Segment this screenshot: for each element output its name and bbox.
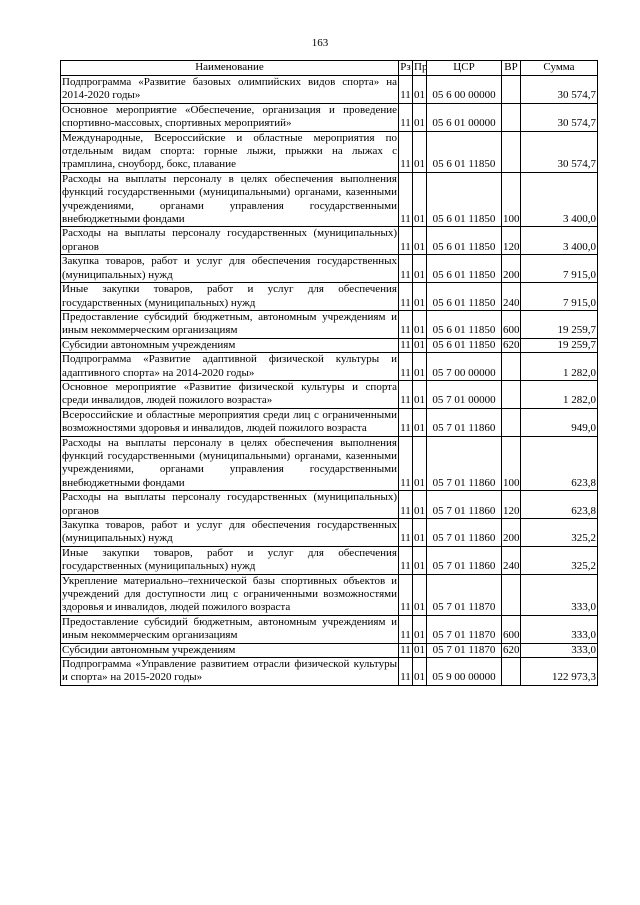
cell-vr: 100 xyxy=(502,436,521,491)
cell-sum: 1 282,0 xyxy=(521,380,598,408)
cell-name: Закупка товаров, работ и услуг для обеспечения государственных (муниципальных) нужд xyxy=(62,519,397,545)
cell-rz: 11 xyxy=(399,658,413,686)
table-row xyxy=(61,658,598,686)
cell-pr: 01 xyxy=(413,353,427,381)
table-row xyxy=(61,255,598,283)
cell-name: Иные закупки товаров, работ и услуг для обеспечения государственных (муниципальных) нужд xyxy=(62,283,397,309)
table-row xyxy=(61,408,598,436)
table-row xyxy=(61,615,598,643)
cell-pr: 01 xyxy=(413,658,427,686)
cell-pr: 01 xyxy=(413,103,427,131)
cell-pr: 01 xyxy=(413,227,427,255)
cell-pr: 01 xyxy=(413,408,427,436)
cell-name: Расходы на выплаты персоналу государственных (муниципальных) органов xyxy=(62,491,397,517)
cell-rz: 11 xyxy=(399,546,413,574)
cell-rz: 11 xyxy=(399,408,413,436)
cell-csr: 05 9 00 00000 xyxy=(427,658,502,686)
cell-pr: 01 xyxy=(413,491,427,519)
cell-rz: 11 xyxy=(399,615,413,643)
cell-csr: 05 6 01 11850 xyxy=(427,310,502,338)
cell-vr xyxy=(502,131,521,172)
cell-rz: 11 xyxy=(399,172,413,227)
cell-csr: 05 7 00 00000 xyxy=(427,353,502,381)
cell-name: Подпрограмма «Управление развитием отрасли физической культуры и спорта» на 2015-2020 годы» xyxy=(62,658,397,684)
table-row xyxy=(61,519,598,547)
cell-csr: 05 7 01 11870 xyxy=(427,574,502,615)
cell-vr: 100 xyxy=(502,172,521,227)
cell-pr: 01 xyxy=(413,76,427,104)
cell-sum: 623,8 xyxy=(521,436,598,491)
cell-sum: 325,2 xyxy=(521,519,598,547)
cell-csr: 05 6 01 11850 xyxy=(427,283,502,311)
cell-name: Международные, Всероссийские и областные мероприятия по отдельным видам спорта: горные лыжи, прыжки на лыжах с трамплина, сноуборд, бокс, плавание xyxy=(62,131,397,171)
cell-csr: 05 7 01 11870 xyxy=(427,643,502,657)
table-row xyxy=(61,643,598,657)
table-row xyxy=(61,131,598,172)
cell-rz: 11 xyxy=(400,643,411,656)
table-row xyxy=(61,283,598,311)
cell-vr: 240 xyxy=(502,283,521,311)
cell-rz: 11 xyxy=(400,338,411,351)
cell-vr: 200 xyxy=(502,255,521,283)
table-row xyxy=(61,353,598,381)
cell-name: Расходы на выплаты персоналу в целях обеспечения выполнения функций государственными (муниципальными) органами, казенными учреждениями, органами управления государственными внебюджетными фондами xyxy=(62,436,397,489)
cell-sum: 949,0 xyxy=(521,408,598,436)
cell-name: Иные закупки товаров, работ и услуг для обеспечения государственных (муниципальных) нужд xyxy=(62,546,397,573)
cell-sum: 333,0 xyxy=(521,615,598,643)
table-body xyxy=(61,76,598,686)
cell-csr: 05 6 01 11850 xyxy=(427,338,502,352)
cell-rz: 11 xyxy=(399,131,413,172)
header-vr: ВР xyxy=(502,61,521,76)
cell-name: Закупка товаров, работ и услуг для обеспечения государственных (муниципальных) нужд xyxy=(62,255,397,281)
cell-name: Подпрограмма «Развитие базовых олимпийских видов спорта» на 2014-2020 годы» xyxy=(62,76,397,102)
cell-sum: 3 400,0 xyxy=(521,227,598,255)
header-csr: ЦСР xyxy=(427,61,502,76)
cell-csr: 05 6 00 00000 xyxy=(427,76,502,104)
cell-sum: 30 574,7 xyxy=(521,103,598,131)
header-pr: Пр xyxy=(413,61,427,76)
cell-pr: 01 xyxy=(414,643,425,656)
cell-vr xyxy=(502,380,521,408)
cell-sum: 333,0 xyxy=(521,574,598,615)
cell-sum: 1 282,0 xyxy=(521,353,598,381)
cell-rz: 11 xyxy=(399,283,413,311)
cell-name: Субсидии автономным учреждениям xyxy=(61,338,399,352)
cell-rz: 11 xyxy=(399,76,413,104)
cell-rz: 11 xyxy=(399,353,413,381)
cell-sum: 122 973,3 xyxy=(521,658,598,686)
cell-vr: 600 xyxy=(502,615,521,643)
header-name: Наименование xyxy=(61,61,399,76)
table-row xyxy=(61,172,598,227)
cell-vr: 600 xyxy=(502,310,521,338)
table-row xyxy=(61,491,598,519)
cell-name: Предоставление субсидий бюджетным, автономным учреждениям и иным некоммерческим организациям xyxy=(62,615,397,642)
cell-rz: 11 xyxy=(399,380,413,408)
cell-csr: 05 7 01 11860 xyxy=(427,408,502,436)
table-row xyxy=(61,380,598,408)
cell-csr: 05 7 01 11870 xyxy=(427,615,502,643)
cell-vr xyxy=(502,408,521,436)
cell-csr: 05 6 01 00000 xyxy=(427,103,502,131)
header-row xyxy=(61,61,598,76)
cell-name: Предоставление субсидий бюджетным, автономным учреждениям и иным некоммерческим организациям xyxy=(62,310,397,337)
cell-csr: 05 7 01 11860 xyxy=(427,491,502,519)
cell-csr: 05 6 01 11850 xyxy=(427,255,502,283)
cell-vr xyxy=(502,658,521,686)
cell-vr xyxy=(502,76,521,104)
table-row xyxy=(61,338,598,352)
cell-sum: 333,0 xyxy=(521,643,598,657)
cell-pr: 01 xyxy=(413,546,427,574)
cell-csr: 05 6 01 11850 xyxy=(427,227,502,255)
cell-rz: 11 xyxy=(399,519,413,547)
cell-name: Расходы на выплаты персоналу в целях обеспечения выполнения функций государственными (муниципальными) органами, казенными учреждениями, органами управления государственными внебюджетными фондами xyxy=(62,172,397,226)
cell-vr: 120 xyxy=(502,227,521,255)
cell-rz: 11 xyxy=(399,103,413,131)
cell-vr: 240 xyxy=(502,546,521,574)
budget-table xyxy=(60,60,598,686)
cell-sum: 30 574,7 xyxy=(521,76,598,104)
cell-pr: 01 xyxy=(413,615,427,643)
header-sum: Сумма xyxy=(521,61,598,76)
cell-pr: 01 xyxy=(413,255,427,283)
cell-rz: 11 xyxy=(399,436,413,491)
table-header xyxy=(61,61,598,76)
cell-vr: 620 xyxy=(503,643,520,656)
cell-rz: 11 xyxy=(399,310,413,338)
cell-pr: 01 xyxy=(413,283,427,311)
table-row xyxy=(61,546,598,574)
cell-csr: 05 7 01 11860 xyxy=(427,519,502,547)
cell-sum: 7 915,0 xyxy=(521,283,598,311)
cell-vr xyxy=(502,574,521,615)
cell-sum: 7 915,0 xyxy=(521,255,598,283)
cell-name: Подпрограмма «Развитие адаптивной физической культуры и адаптивного спорта» на 2014-2020 годы» xyxy=(62,353,397,379)
table-row xyxy=(61,310,598,338)
cell-sum: 19 259,7 xyxy=(521,338,598,352)
cell-rz: 11 xyxy=(399,574,413,615)
table-row xyxy=(61,436,598,491)
cell-pr: 01 xyxy=(413,436,427,491)
cell-sum: 19 259,7 xyxy=(521,310,598,338)
cell-pr: 01 xyxy=(413,172,427,227)
table-row xyxy=(61,103,598,131)
cell-vr xyxy=(502,103,521,131)
table-row xyxy=(61,574,598,615)
cell-csr: 05 7 01 11860 xyxy=(427,546,502,574)
cell-csr: 05 7 01 00000 xyxy=(427,380,502,408)
cell-csr: 05 6 01 11850 xyxy=(427,131,502,172)
cell-rz: 11 xyxy=(399,255,413,283)
cell-vr: 200 xyxy=(502,519,521,547)
cell-vr: 120 xyxy=(502,491,521,519)
cell-rz: 11 xyxy=(399,227,413,255)
cell-pr: 01 xyxy=(413,131,427,172)
page-number: 163 xyxy=(311,37,329,49)
cell-csr: 05 6 01 11850 xyxy=(427,172,502,227)
cell-sum: 3 400,0 xyxy=(521,172,598,227)
table-row xyxy=(61,76,598,104)
cell-pr: 01 xyxy=(413,310,427,338)
cell-pr: 01 xyxy=(413,519,427,547)
header-rz: Рз xyxy=(399,61,413,76)
cell-sum: 623,8 xyxy=(521,491,598,519)
cell-pr: 01 xyxy=(413,380,427,408)
cell-vr: 620 xyxy=(503,338,520,351)
cell-name: Всероссийские и областные мероприятия среди лиц с ограниченными возможностями здоровья и инвалидов, людей пожилого возраста xyxy=(62,408,397,435)
cell-csr: 05 7 01 11860 xyxy=(427,436,502,491)
cell-pr: 01 xyxy=(414,338,425,351)
cell-name: Субсидии автономным учреждениям xyxy=(61,643,399,657)
cell-vr xyxy=(502,353,521,381)
cell-sum: 325,2 xyxy=(521,546,598,574)
cell-rz: 11 xyxy=(399,491,413,519)
cell-name: Расходы на выплаты персоналу государственных (муниципальных) органов xyxy=(62,227,397,253)
cell-name: Укрепление материально–технической базы спортивных объектов и учреждений для доступности лиц с ограниченными возможностями здоровья и инвалидов, людей пожилого возраста xyxy=(62,574,397,614)
cell-pr: 01 xyxy=(413,574,427,615)
cell-sum: 30 574,7 xyxy=(521,131,598,172)
table-row xyxy=(61,227,598,255)
cell-name: Основное мероприятие «Обеспечение, организация и проведение спортивно-массовых, спортивных мероприятий» xyxy=(62,103,397,130)
cell-name: Основное мероприятие «Развитие физической культуры и спорта среди инвалидов, людей пожилого возраста» xyxy=(62,380,397,407)
